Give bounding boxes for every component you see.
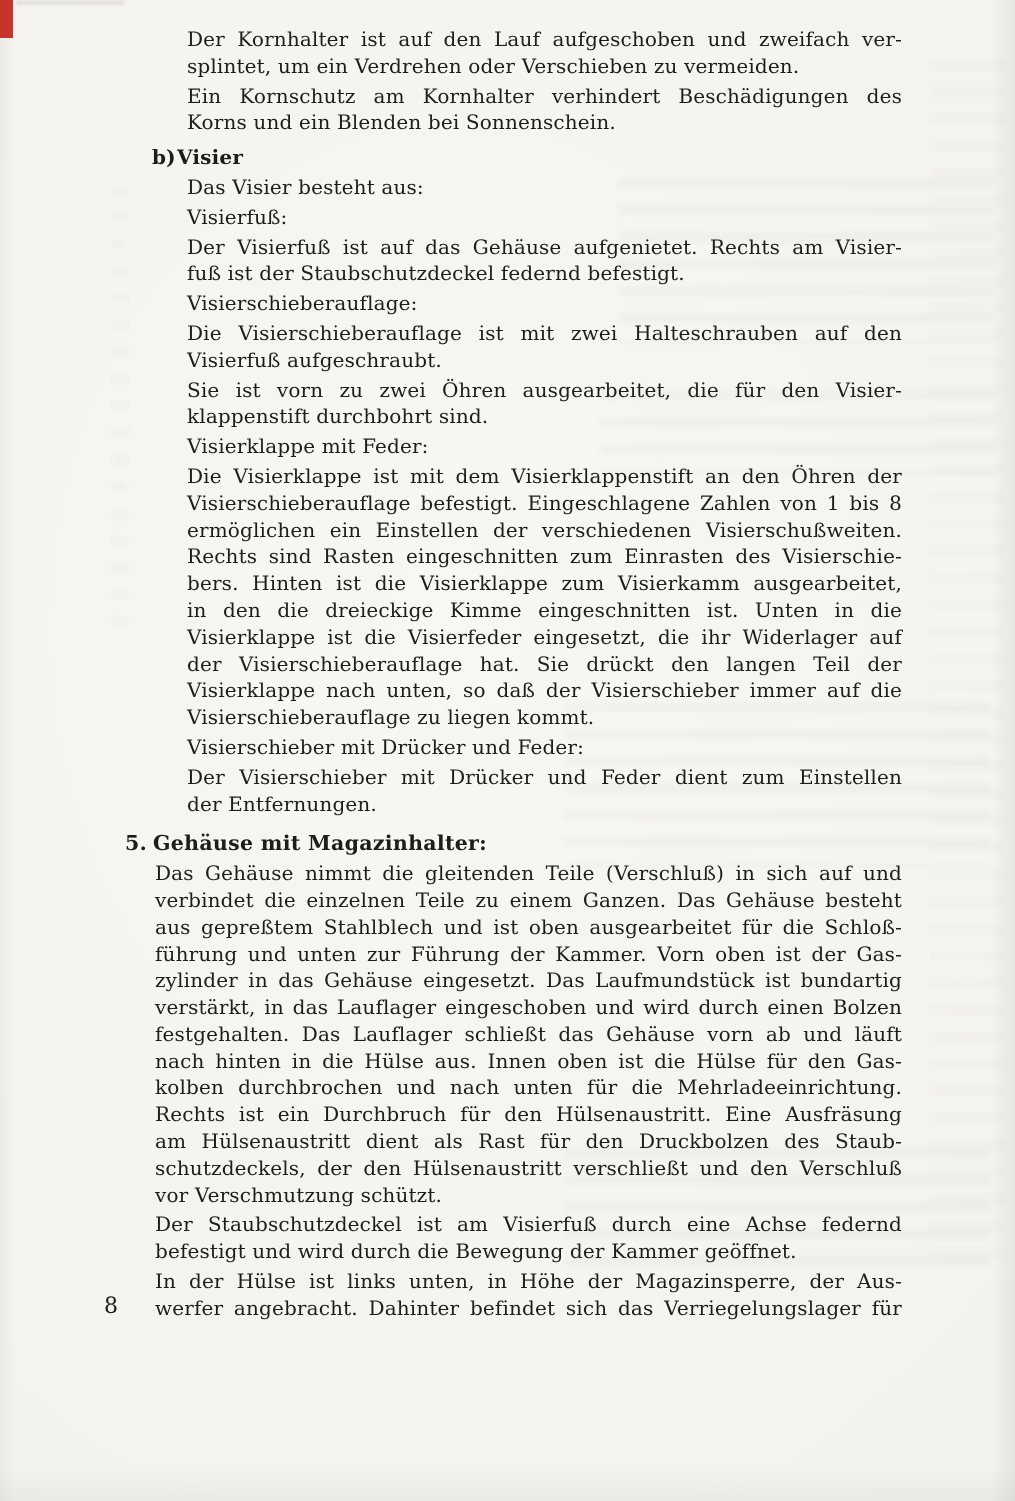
paragraph-oehren: Sie ist vorn zu zwei Öhren ausgearbeitet, die für den Visier- klappenstift durchbohrt sind. (187, 377, 902, 429)
paragraph-gehaeuse: Das Gehäuse nimmt die gleitenden Teile (Verschluß) in sich auf und verbindet die einzelnen Teile zu einem Ganzen. Das Gehäuse besteht aus gepreßtem Stahlblech und ist oben ausgearbeitet für die Schloß- führung und unten zur Führung der Kammer. Vorn oben ist der Gas- zylinder in das Gehäuse eingesetzt. Das Laufmundstück ist bundartig verstärkt, in das Lauflager eingeschoben und wird durch einen Bolzen festgehalten. Das Lauflager schließt das Gehäuse vorn ab und läuft nach hinten in die Hülse aus. Innen oben ist die Hülse für den Gas- kolben durchbrochen und nach unten für die Mehrladeeinrichtung. Rechts ist ein Durchbruch für den Hülsenaustritt. Eine Ausfräsung am Hülsenaustritt dient als Rast für den Druckbolzen des Staub- schutzdeckels, der den Hülsenaustritt verschließt und den Verschluß vor Verschmutzung schützt. (155, 861, 902, 1207)
scan-streak (16, 0, 124, 5)
section-5-title: Gehäuse mit Magazinhalter: (153, 831, 488, 856)
line-visierklappe-label: Visierklappe mit Feder: (187, 434, 429, 459)
line-visierschieberauflage-label: Visierschieberauflage: (187, 291, 418, 316)
section-b-label: b) (152, 145, 176, 170)
page-content (0, 26, 1015, 1325)
paragraph-kornschutz: Ein Kornschutz am Kornhalter verhindert Beschädigungen des Korns und ein Blenden bei Sonnenschein. (187, 83, 902, 135)
section-5-heading (125, 830, 1015, 857)
page-number: 8 (104, 1294, 118, 1319)
line-visierfuss-label: Visierfuß: (187, 204, 288, 229)
section-b-title: Visier (177, 145, 244, 170)
paragraph-staubschutzdeckel: Der Staubschutzdeckel ist am Visierfuß durch eine Achse federnd befestigt und wird durch die Bewegung der Kammer geöffnet. (155, 1212, 902, 1264)
line-das-visier-besteht: Das Visier besteht aus: (187, 174, 424, 199)
paragraph-huelse-auswerfer: In der Hülse ist links unten, in Höhe der Magazinsperre, der Aus- werfer angebracht. Dahinter befindet sich das Verriegelungslager für (155, 1269, 902, 1320)
paragraph-kornhalter: Der Kornhalter ist auf den Lauf aufgeschoben und zweifach ver- splintet, um ein Verdrehen oder Verschieben zu vermeiden. (187, 27, 902, 78)
section-b-heading (152, 144, 1015, 171)
line-visierschieber-label: Visierschieber mit Drücker und Feder: (187, 734, 585, 759)
paragraph-visierklappe: Die Visierklappe ist mit dem Visierklappenstift an den Öhren der Visierschieberauflage befestigt. Eingeschlagene Zahlen von 1 bis 8 ermöglichen ein Einstellen der verschiedenen Visierschußweiten. Rechts sind Rasten eingeschnitten zum Einrasten des Visierschie- bers. Hinten ist die Visierklappe zum Visierkamm ausgearbeitet, in den die dreieckige Kimme eingeschnitten ist. Unten in die Visierklappe ist die Visierfeder eingesetzt, die ihr Widerlager auf der Visierschieberauflage hat. Sie drückt den langen Teil der Visierklappe nach unten, so daß der Visierschieber immer auf die Visierschieberauflage zu liegen kommt. (187, 463, 902, 730)
section-5-number: 5. (125, 831, 148, 856)
paragraph-visierfuss: Der Visierfuß ist auf das Gehäuse aufgenietet. Rechts am Visier- fuß ist der Staubschutzdeckel federnd befestigt. (187, 234, 902, 286)
paragraph-visierschieberauflage: Die Visierschieberauflage ist mit zwei Halteschrauben auf den Visierfuß aufgeschraubt. (187, 320, 902, 372)
paragraph-visierschieber: Der Visierschieber mit Drücker und Feder dient zum Einstellen der Entfernungen. (187, 764, 902, 816)
